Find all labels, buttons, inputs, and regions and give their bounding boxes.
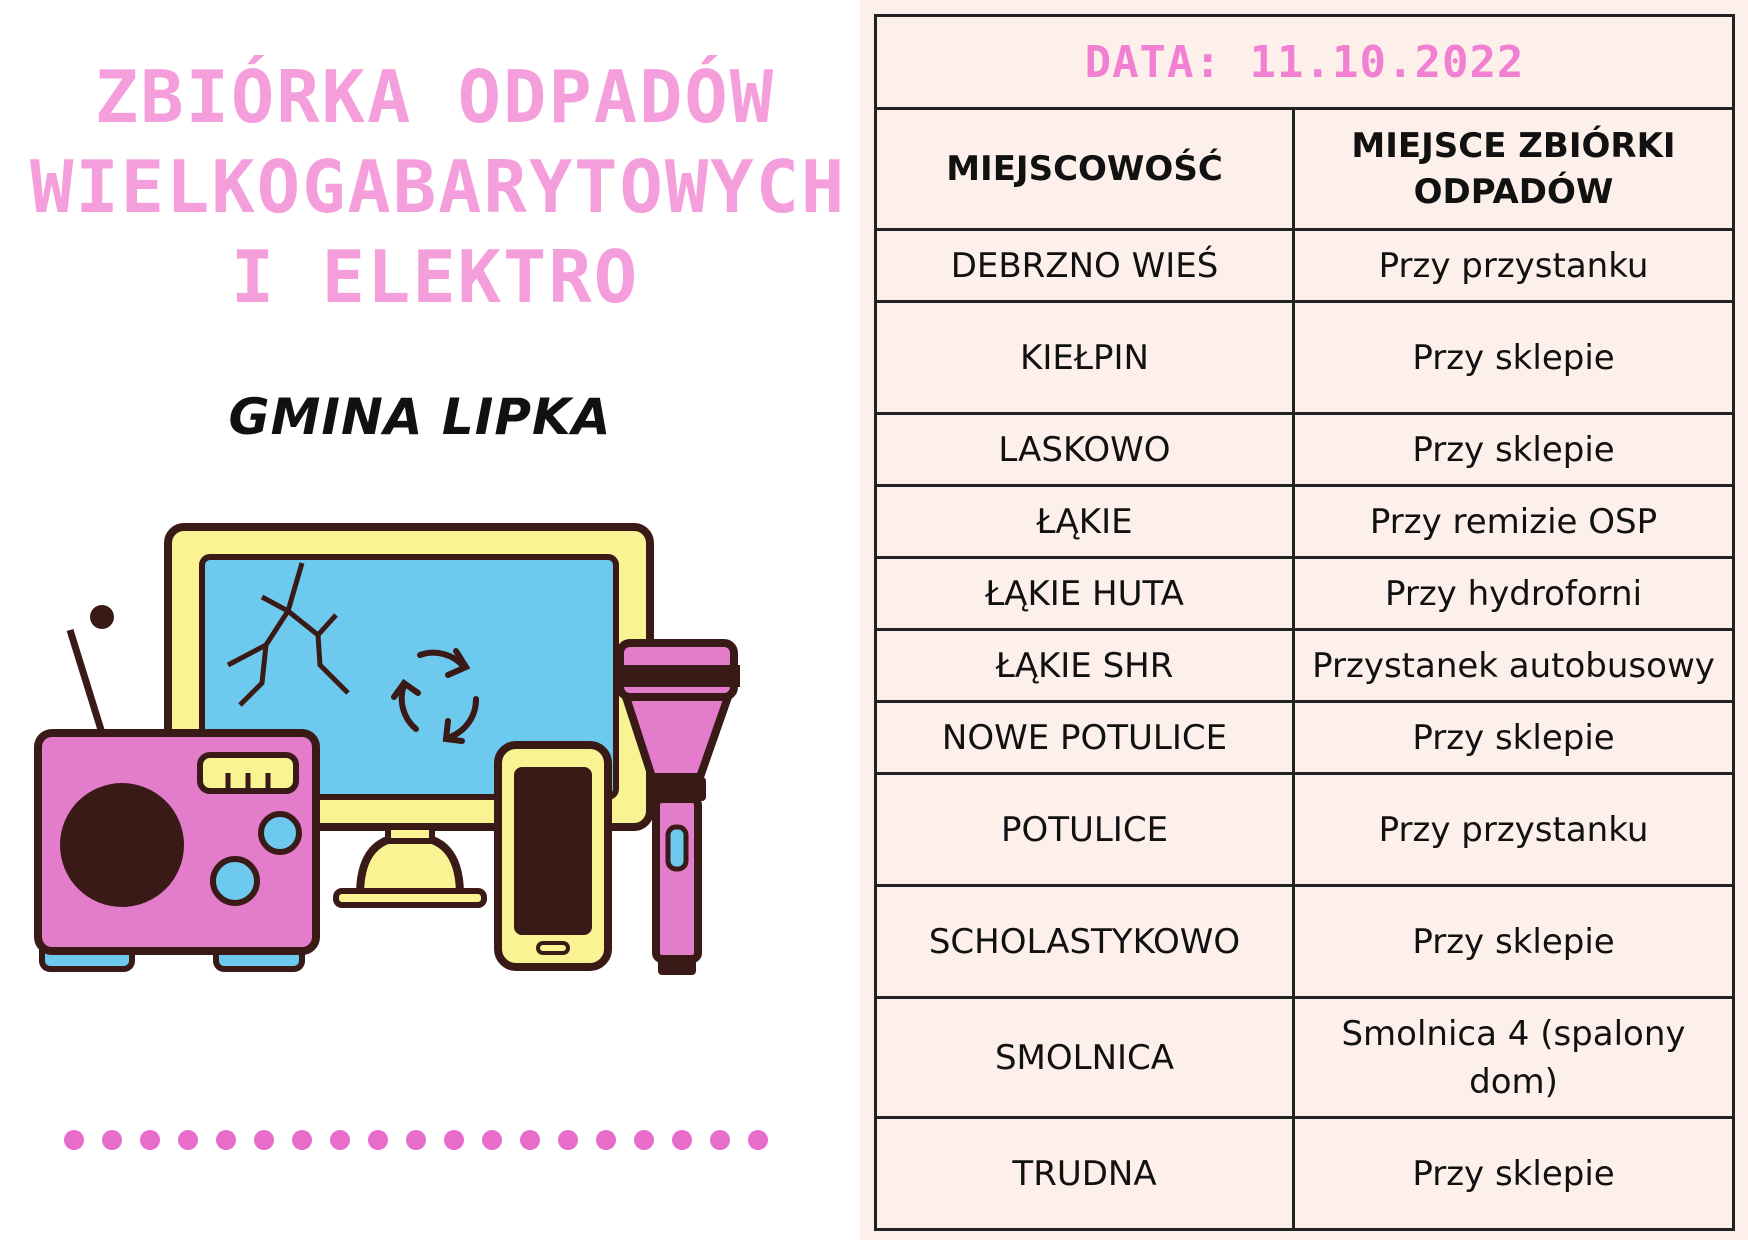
table-row (876, 1118, 1734, 1230)
poster-left-panel (0, 0, 860, 1240)
header-row (876, 109, 1734, 230)
dot (254, 1130, 274, 1150)
dot (596, 1130, 616, 1150)
table-row (876, 230, 1734, 302)
title-line-2: WIELKOGABARYTOWYCH (30, 145, 847, 229)
town-cell: POTULICE (876, 774, 1294, 886)
table-row (876, 558, 1734, 630)
place-cell: Przy remizie OSP (1294, 486, 1734, 558)
town-cell: TRUDNA (876, 1118, 1294, 1230)
dot (64, 1130, 84, 1150)
dot (102, 1130, 122, 1150)
town-cell: ŁĄKIE SHR (876, 630, 1294, 702)
dot (710, 1130, 730, 1150)
poster-title (30, 52, 847, 322)
dot (330, 1130, 350, 1150)
dot (406, 1130, 426, 1150)
schedule-table (874, 14, 1735, 1231)
collection-date: DATA: 11.10.2022 (876, 16, 1734, 109)
table-row (876, 414, 1734, 486)
place-cell: Smolnica 4 (spalony dom) (1294, 998, 1734, 1118)
town-cell: ŁĄKIE HUTA (876, 558, 1294, 630)
municipality-name: GMINA LIPKA (228, 388, 612, 446)
dot (444, 1130, 464, 1150)
place-cell: Przy przystanku (1294, 230, 1734, 302)
place-cell: Przystanek autobusowy (1294, 630, 1734, 702)
dot (482, 1130, 502, 1150)
table-row (876, 774, 1734, 886)
phone-icon (498, 745, 608, 967)
dot (748, 1130, 768, 1150)
date-row (876, 16, 1734, 109)
town-cell: SMOLNICA (876, 998, 1294, 1118)
place-cell: Przy sklepie (1294, 702, 1734, 774)
town-cell: KIEŁPIN (876, 302, 1294, 414)
dot (216, 1130, 236, 1150)
place-cell: Przy hydroforni (1294, 558, 1734, 630)
title-line-3: I ELEKTRO (230, 235, 640, 319)
place-cell: Przy przystanku (1294, 774, 1734, 886)
place-cell: Przy sklepie (1294, 1118, 1734, 1230)
dot (558, 1130, 578, 1150)
table-row (876, 630, 1734, 702)
header-place: MIEJSCE ZBIÓRKI ODPADÓW (1294, 109, 1734, 230)
place-cell: Przy sklepie (1294, 886, 1734, 998)
dot (178, 1130, 198, 1150)
table-row (876, 302, 1734, 414)
title-line-1: ZBIÓRKA ODPADÓW (94, 55, 776, 139)
electronics-illustration (30, 515, 770, 985)
place-cell: Przy sklepie (1294, 414, 1734, 486)
town-cell: NOWE POTULICE (876, 702, 1294, 774)
dot (292, 1130, 312, 1150)
town-cell: SCHOLASTYKOWO (876, 886, 1294, 998)
dot (368, 1130, 388, 1150)
town-cell: ŁĄKIE (876, 486, 1294, 558)
dot (634, 1130, 654, 1150)
header-town: MIEJSCOWOŚĆ (876, 109, 1294, 230)
dot (520, 1130, 540, 1150)
dot (672, 1130, 692, 1150)
town-cell: DEBRZNO WIEŚ (876, 230, 1294, 302)
dot (140, 1130, 160, 1150)
town-cell: LASKOWO (876, 414, 1294, 486)
table-row (876, 486, 1734, 558)
decorative-dot-row (64, 1130, 768, 1150)
table-row (876, 886, 1734, 998)
table-row (876, 702, 1734, 774)
table-row (876, 998, 1734, 1118)
place-cell: Przy sklepie (1294, 302, 1734, 414)
